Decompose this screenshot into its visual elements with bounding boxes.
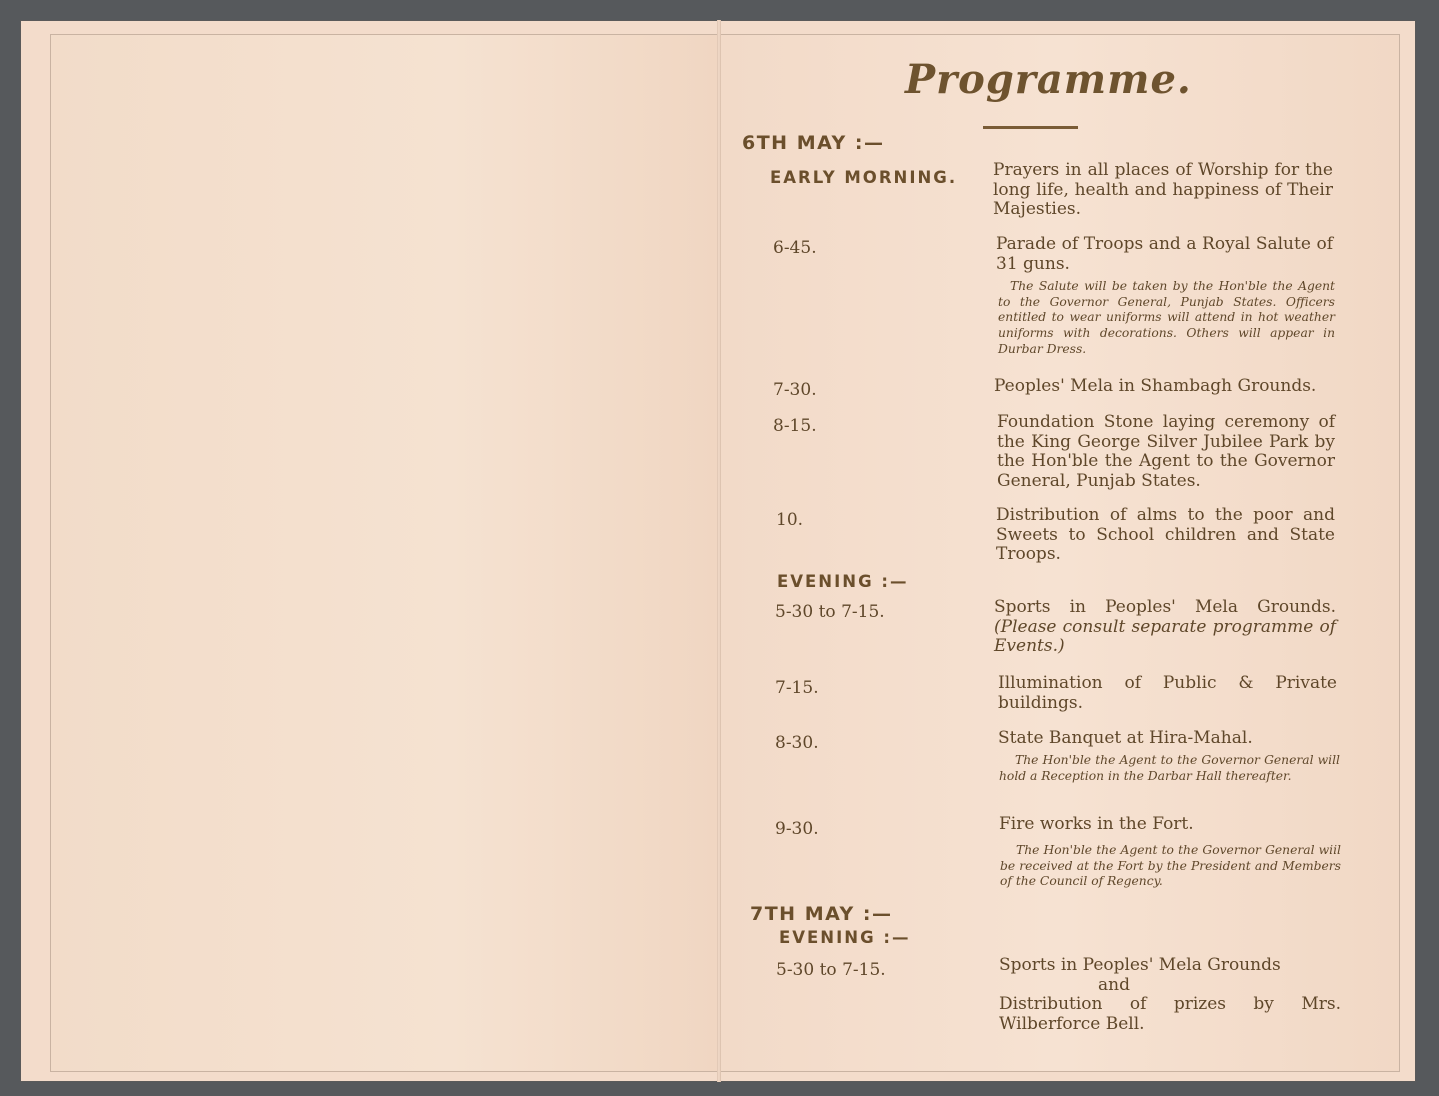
time-8-30: 8-30. — [775, 733, 819, 753]
early-morning-label: EARLY MORNING. — [770, 168, 958, 187]
time-7-15: 7-15. — [775, 678, 819, 698]
event-alms: Distribution of alms to the poor and Sweets to School children and State Troops. — [996, 505, 1335, 564]
event-sports-day1 — [994, 598, 1336, 657]
day-7th-may: 7TH MAY :— — [750, 903, 893, 925]
event-mela: Peoples' Mela in Shambagh Grounds. — [994, 376, 1317, 396]
event-banquet: State Banquet at Hira-Mahal. — [998, 728, 1253, 748]
time-5-30-day1: 5-30 to 7-15. — [775, 602, 885, 622]
evening-label-day1: EVENING :— — [777, 572, 909, 591]
note-salute: The Salute will be taken by the Hon'ble the Agent to the Governor General, Punjab States. Officers entitled to wear uniforms will attend in hot weather uniforms with decorations. Others will appear in Durbar Dress. — [998, 279, 1335, 356]
booklet-spine — [717, 20, 721, 1082]
event-prizes: Distribution of prizes by Mrs. Wilberforce Bell. — [999, 994, 1341, 1034]
day-6th-may: 6TH MAY :— — [742, 132, 885, 154]
sports-note: (Please consult separate programme of Events.) — [994, 616, 1336, 656]
programme-heading: Programme. — [905, 56, 1192, 103]
event-foundation-stone: Foundation Stone laying ceremony of the King George Silver Jubilee Park by the Hon'ble the Agent to the Governor General, Punjab States. — [997, 412, 1335, 491]
heading-rule — [983, 126, 1078, 129]
time-10: 10. — [776, 510, 804, 530]
event-prayers: Prayers in all places of Worship for the long life, health and happiness of Their Majesties. — [993, 160, 1333, 219]
note-fort: The Hon'ble the Agent to the Governor General wiil be received at the Fort by the President and Members of the Council of Regency. — [1000, 843, 1341, 889]
evening-label-day2: EVENING :— — [779, 928, 911, 947]
sports-text: Sports in Peoples' Mela Grounds. — [994, 597, 1336, 617]
time-8-15: 8-15. — [773, 416, 817, 436]
time-9-30: 9-30. — [775, 819, 819, 839]
event-parade: Parade of Troops and a Royal Salute of 31 guns. — [996, 234, 1333, 274]
time-5-30-day2: 5-30 to 7-15. — [776, 960, 886, 980]
left-page-blank — [50, 34, 719, 1072]
event-and: and — [1098, 975, 1130, 995]
time-7-30: 7-30. — [773, 380, 817, 400]
event-fireworks: Fire works in the Fort. — [999, 814, 1194, 834]
event-illumination: Illumination of Public & Private buildings. — [998, 673, 1337, 713]
event-sports-day2: Sports in Peoples' Mela Grounds — [999, 955, 1281, 975]
note-reception: The Hon'ble the Agent to the Governor General will hold a Reception in the Darbar Hall thereafter. — [999, 753, 1340, 783]
time-6-45: 6-45. — [773, 238, 817, 258]
